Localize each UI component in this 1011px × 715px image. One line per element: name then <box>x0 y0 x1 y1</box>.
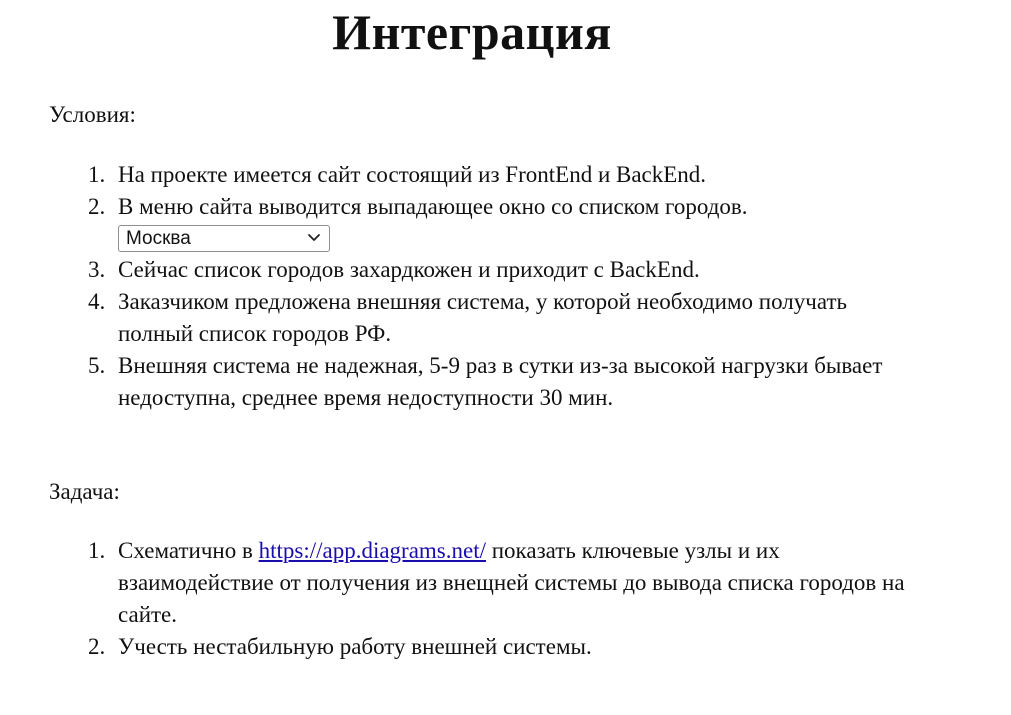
list-number: 3. <box>88 257 106 282</box>
city-select[interactable] <box>118 225 330 252</box>
condition-text: Сейчас список городов захардкожен и приходит с BackEnd. <box>118 257 700 282</box>
task-label: Задача: <box>49 479 120 504</box>
condition-item-3 <box>0 254 908 286</box>
condition-item-4 <box>0 286 908 350</box>
conditions-label: Условия: <box>49 102 136 127</box>
chevron-down-icon <box>307 230 321 244</box>
list-number: 4. <box>88 289 106 314</box>
condition-text: На проекте имеется сайт состоящий из FrontEnd и BackEnd. <box>118 162 707 187</box>
task-text-after: показать ключевые узлы и их взаимодействие от получения из внещней системы до вывода списка городов на сайте. <box>118 538 905 627</box>
condition-item-5 <box>0 350 908 414</box>
list-number: 1. <box>88 538 106 563</box>
conditions-list <box>0 159 908 414</box>
city-select-value: Москва <box>126 228 191 249</box>
list-number: 2. <box>88 194 106 219</box>
condition-item-2 <box>0 191 908 252</box>
task-text: Учесть нестабильную работу внешней системы. <box>118 634 592 659</box>
condition-text: Заказчиком предложена внешняя система, у которой необходимо получать полный список городов РФ. <box>118 289 848 346</box>
task-text-before: Схематично в <box>118 538 259 563</box>
task-list <box>0 535 908 663</box>
condition-item-1 <box>0 159 908 191</box>
diagrams-link[interactable]: https://app.diagrams.net/ <box>258 538 486 563</box>
list-number: 1. <box>88 162 106 187</box>
list-number: 5. <box>88 353 106 378</box>
task-item-2 <box>0 631 908 663</box>
task-item-1 <box>0 535 908 631</box>
page-title: Интеграция <box>332 4 612 60</box>
condition-text: В меню сайта выводится выпадающее окно со списком городов. <box>118 194 748 219</box>
list-number: 2. <box>88 634 106 659</box>
condition-text: Внешняя система не надежная, 5-9 раз в сутки из-за высокой нагрузки бывает недоступна, среднее время недоступности 30 мин. <box>118 353 883 410</box>
